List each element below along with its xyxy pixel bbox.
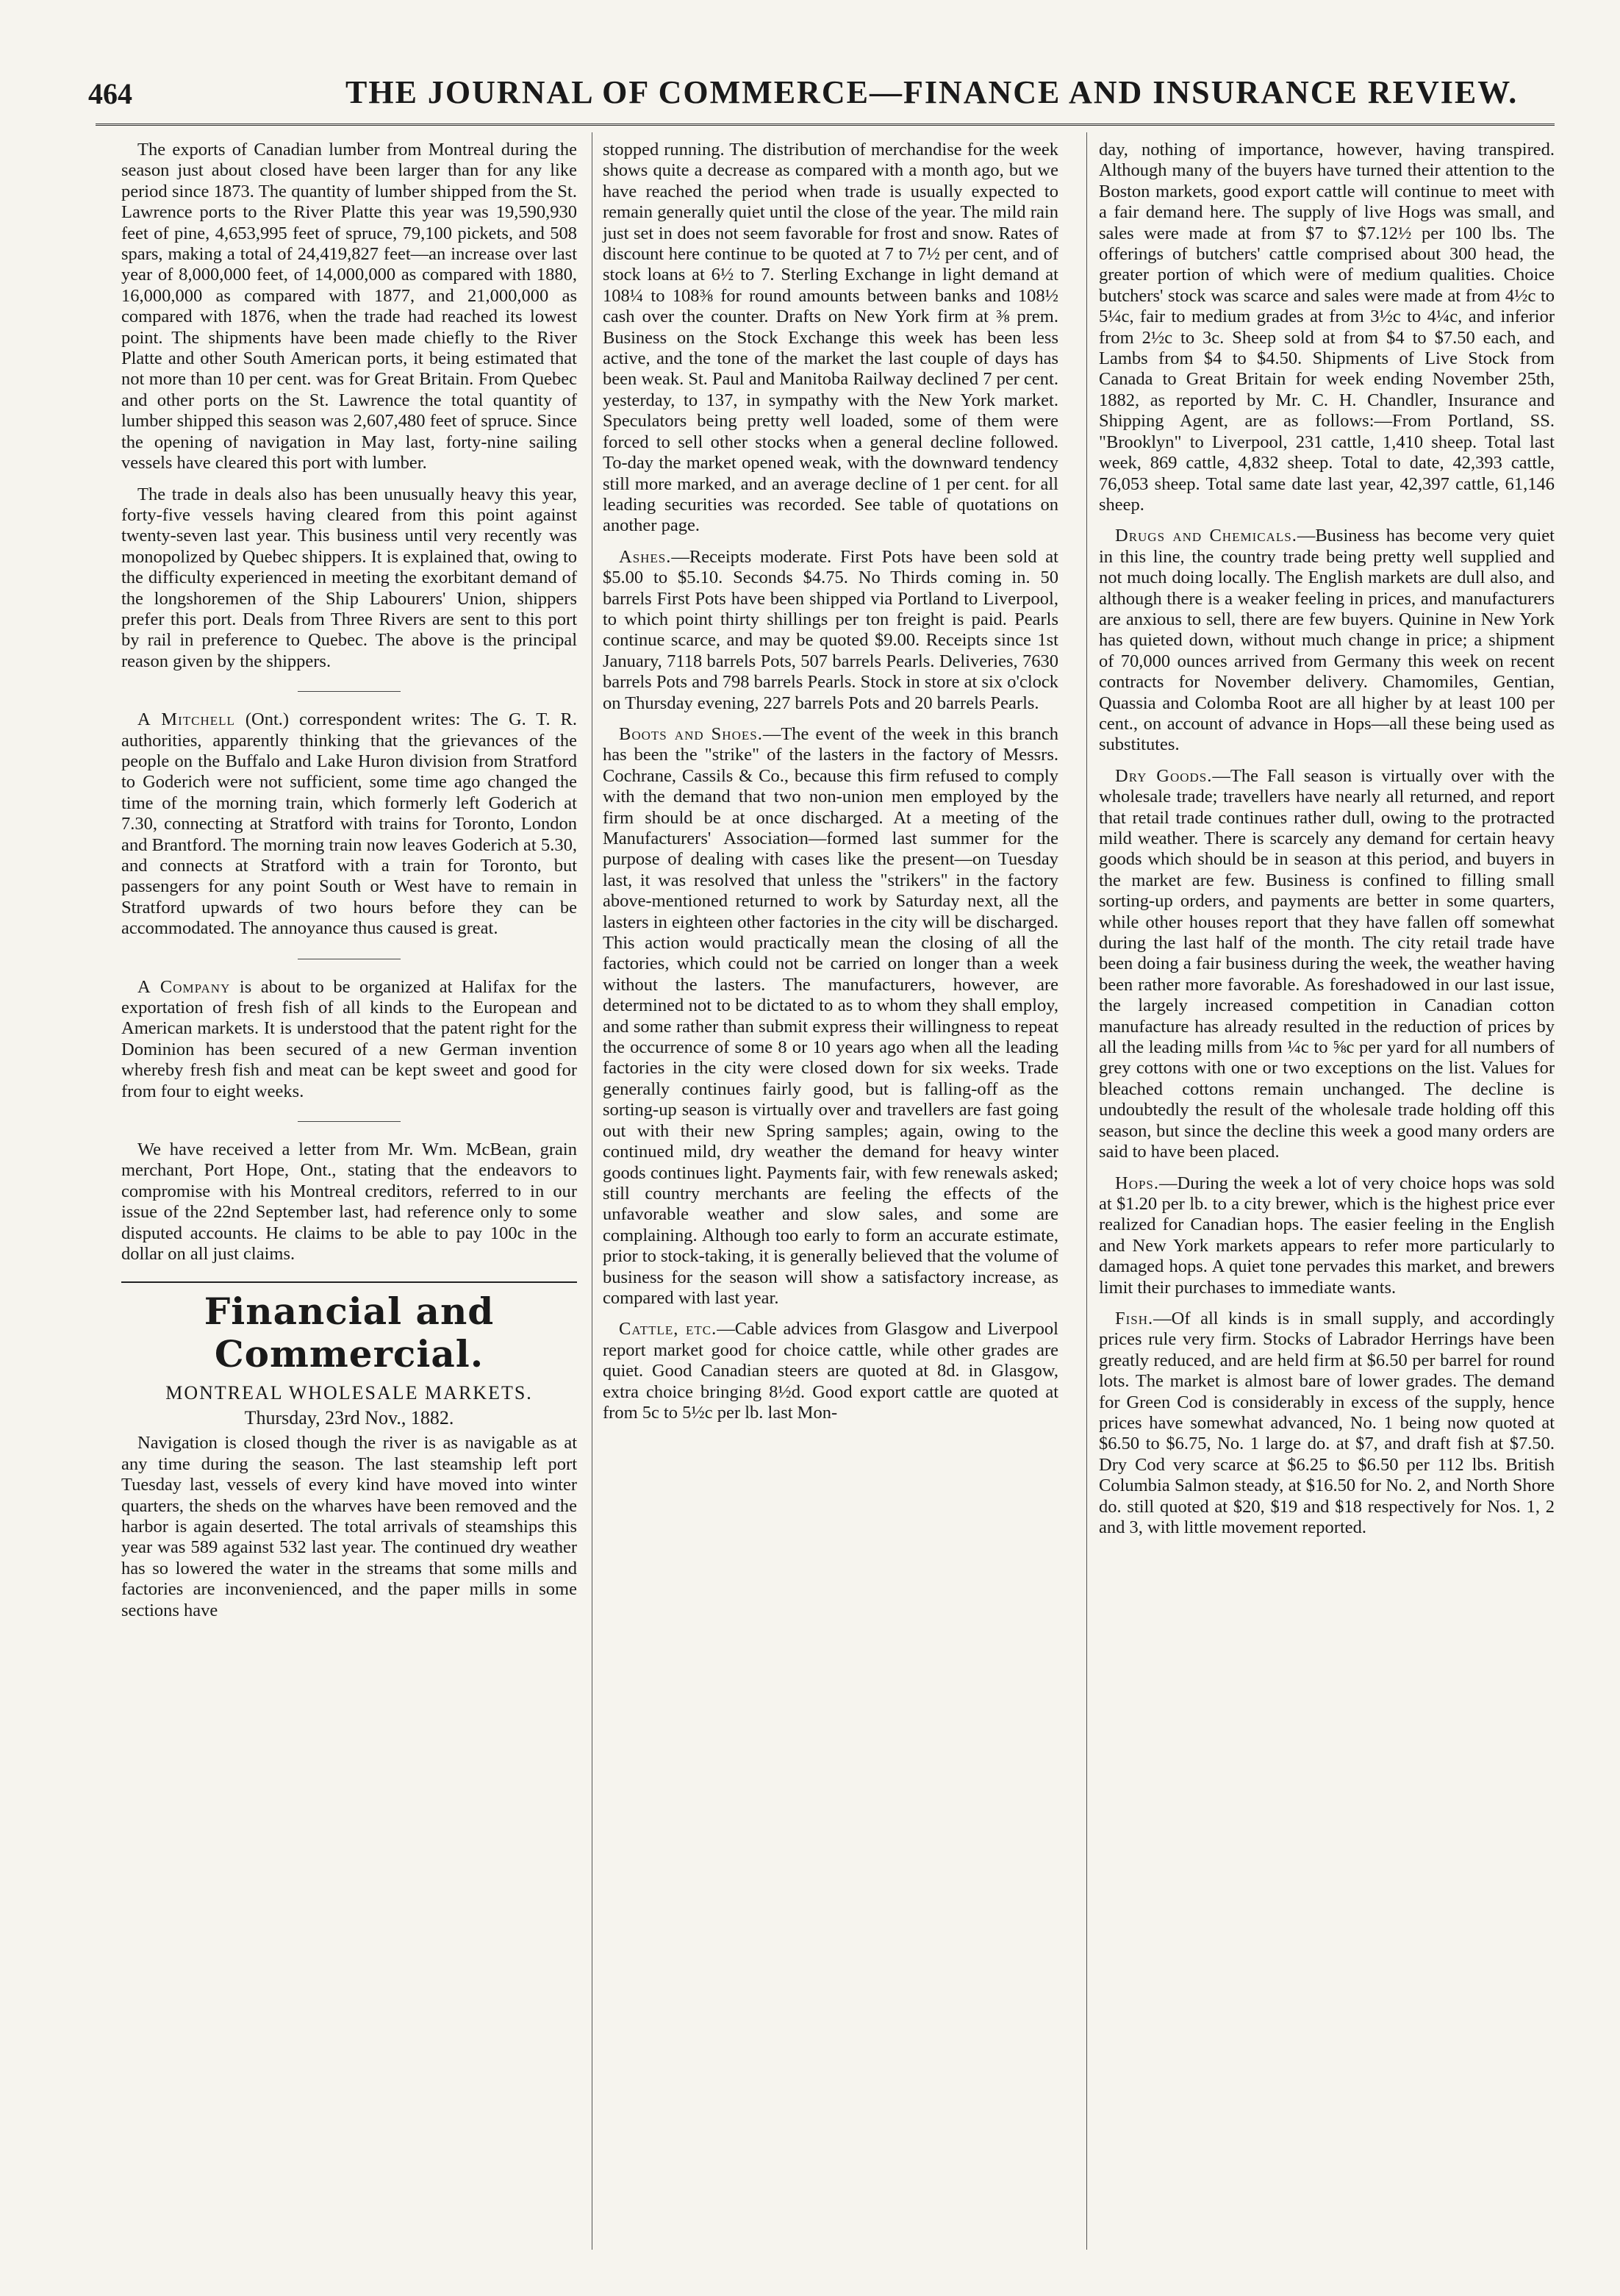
cattle-text: —Cable advices from Glasgow and Liverpool report market good for choice cattle, while other grades are quiet. Good Canadian steers are quoted at 8d. in Glasgow, extra choice bringing 8½d. Good export cattle are quoted at from 5c to 5½c per lb. last Mon- (603, 1319, 1058, 1423)
hops-lead: Hops. (1115, 1173, 1160, 1193)
drugs-lead: Drugs and Chemicals. (1115, 526, 1297, 546)
mcbean-letter-paragraph: We have received a letter from Mr. Wm. McBean, grain merchant, Port Hope, Ont., stating that the endeavors to compromise with his Montreal creditors, referred to in our issue of the 22nd September last, had reference only to some disputed accounts. He claims to be able to pay 100c in the dollar on all just claims. (121, 1140, 577, 1265)
cattle-continued-paragraph: day, nothing of importance, however, having transpired. Although many of the buyers have turned their attention to the Boston markets, good export cattle will continue to meet with a fair demand here. The supply of live Hogs was small, and sales were made at from $7 to $7.12½ per 100 lbs. The offerings of butchers' cattle comprised about 300 head, the greater portion of which were of medium qualities. Choice butchers' stock was scarce and sales were made at from 4½c to 5¼c, fair to medium grades at from 3½c to 4¼c, and inferior from 2½c to 3c. Sheep sold at from $4 to $7.50 each, and Lambs from $4 to $4.50. Shipments of Live Stock from Canada to Great Britain for week ending November 25th, 1882, as reported by Mr. C. H. Chandler, Insurance and Shipping Agent, are as follows:—From Portland, SS. "Brooklyn" to Liverpool, 231 cattle, 1,410 sheep. Total last week, 869 cattle, 4,832 sheep. Total to date, 42,393 cattle, 76,053 sheep. Total same date last year, 42,397 cattle, 61,146 sheep. (1099, 140, 1555, 515)
mitchell-paragraph (121, 709, 577, 939)
deals-trade-paragraph: The trade in deals also has been unusually heavy this year, forty-five vessels having cleared from this point against twenty-seven last year. This business until very recently was monopolized by Quebec shippers. It is explained that, owing to the difficulty experienced in meeting the exorbitant demand of the longshoremen of the Ship Labourers' Union, shippers prefer this port. Deals from Three Rivers are sent to this port by rail in preference to Quebec. The above is the principal reason given by the shippers. (121, 484, 577, 671)
cattle-paragraph (603, 1319, 1058, 1423)
section-title: Financial and Commercial. (204, 1289, 495, 1376)
mitchell-lead: A Mitchell (137, 709, 235, 730)
drugs-text: —Business has become very quiet in this line, the country trade being pretty well supplied and not much doing locally. The English markets are dull also, and although there is a weaker feeling in prices, and manufacturers are anxious to sell, there are few buyers. Quinine in New York has quieted down, without much change in price; a shipment of 70,000 ounces arrived from Germany this week on recent contracts for November delivery. Chamomiles, Gentian, Quassia and Colomba Root are all higher by at least 100 per cent., on account of advance in Hops—all these being used as substitutes. (1099, 526, 1555, 755)
dry-lead: Dry Goods. (1115, 765, 1213, 786)
boots-shoes-paragraph (603, 724, 1058, 1309)
trade-continued-paragraph: stopped running. The distribution of merchandise for the week shows quite a decrease as compared with a month ago, but we have reached the period when trade is usually expected to remain generally quiet until the close of the year. The mild rain just set in does not seem favorable for frost and snow. Rates of discount here continue to be quoted at 7 to 7½ per cent, and of stock loans at 6½ to 7. Sterling Exchange in light demand at 108¼ to 108⅜ for round amounts between banks and 108½ cash over the counter. Drafts on New York firm at ⅜ prem. Business on the Stock Exchange this week has been less active, and the tone of the market the last couple of days has been weak. St. Paul and Manitoba Railway declined 7 per cent. yesterday, to 137, in sympathy with the New York market. Speculators being pretty well loaded, some of them were forced to sell other stocks when a general decline followed. To-day the market opened weak, with the downward tendency still more marked, and an average decline of 1 per cent. for all leading securities was recorded. See table of quotations on another page. (603, 140, 1058, 536)
fish-text: —Of all kinds is in small supply, and accordingly prices rule very firm. Stocks of Labrador Herrings have been greatly reduced, and are held firm at $6.50 per barrel for round lots. The market is almost bare of lower grades. The demand for Green Cod is considerably in excess of the supply, hence prices have somewhat advanced, No. 1 being now quoted at $6.50 to $6.75, No. 1 large do. at $7, and draft fish at $7.50. Dry Cod very scarce at $6.25 to $6.50 per 112 lbs. British Columbia Salmon steady, at $16.50 for No. 2, and North Shore do. still quoted at $20, $19 and $18 respectively for Nos. 1, 2 and 3, with little movement reported. (1099, 1308, 1555, 1537)
dry-text: —The Fall season is virtually over with the wholesale trade; travellers have nearly all returned, and report that retail trade continues rather dull, owing to the protracted mild weather. There is scarcely any demand for certain heavy goods which should be in season at this period, and buyers in the market are few. Business is confined to filling small sorting-up orders, and payments are better in some quarters, while other houses report that they have fallen off somewhat during the last half of the month. The city retail trade have been doing a fair business during the week, the weather having been rather more favorable. As foreshadowed in our last issue, the largely increased competition in Canadian cotton manufacture has already resulted in the reduction of prices by all the leading mills from ¼c to ⅝c per yard for all numbers of grey cottons with one or two exceptions on the list. Values for bleached cottons remain unchanged. The decline is undoubtedly the result of the wholesale trade holding off this season, but since the decline this week a good many orders are said to have been placed. (1099, 765, 1555, 1162)
drugs-paragraph (1099, 526, 1555, 755)
column-rule-2 (1086, 132, 1087, 2250)
dateline: Thursday, 23rd Nov., 1882. (244, 1406, 454, 1428)
hops-paragraph (1099, 1173, 1555, 1298)
boots-text: —The event of the week in this branch has been the "strike" of the lasters in the factory of Messrs. Cochrane, Cassils & Co., because this firm refused to comply with the demand that two non-union men employed by the firm should be at once discharged. At a meeting of the Manufacturers' Association—formed last summer for the purpose of dealing with cases like the present—on Tuesday last, it was resolved that unless the "strikers" in the factory above-mentioned returned to work by Saturday next, all the lasters in eighteen other factories in the city will be discharged. This action would practically mean the closing of all the factories, which could not be carried on longer than a week without the lasters. The manufacturers, however, are determined not to be dictated to as to whom they shall employ, and some rather than submit express their willingness to repeat the occurrence of some 8 or 10 years ago when all the leading factories in the city were closed down for six weeks. Trade generally continues fairly good, but is falling-off as the sorting-up season is virtually over and travellers are fast going out with their new Spring samples; again, owing to the continued mild, dry weather the demand for heavy winter goods continues light. Payments fair, with few renewals asked; still country merchants are feeling the effects of the unfavorable weather and slow sales, and some are complaining. Although too early to form an accurate estimate, prior to stock-taking, it is generally believed that the volume of business for the season will show a satisfactory increase, as compared with last year. (603, 723, 1058, 1308)
mitchell-text: (Ont.) correspondent writes: The G. T. R. authorities, apparently thinking that the grievances of the people on the Buffalo and Lake Huron division from Stratford to Goderich were not sufficient, some time ago changed the time of the morning train, which formerly left Goderich at 7.30, connecting at Stratford with trains for Toronto, London and Brantford. The morning train now leaves Goderich at 5.30, and connects at Stratford with a train for Toronto, but passengers for any point South or West have to remain in Stratford upwards of two hours before they can be accommodated. The annoyance thus caused is great. (121, 709, 577, 939)
fish-lead: Fish. (1115, 1308, 1154, 1328)
markets-subhead: MONTREAL WHOLESALE MARKETS. (165, 1381, 533, 1403)
running-title: THE JOURNAL OF COMMERCE—FINANCE AND INSURANCE REVIEW. (345, 74, 1519, 110)
separator (298, 691, 401, 692)
separator (298, 1121, 401, 1122)
company-lead: A Company (137, 976, 231, 997)
boots-lead: Boots and Shoes. (619, 723, 763, 744)
header-rule (96, 124, 1555, 126)
dry-goods-paragraph (1099, 766, 1555, 1163)
page-number: 464 (88, 77, 132, 110)
section-rule (121, 1281, 577, 1283)
page-header (88, 74, 1551, 125)
column-2 (603, 140, 1058, 1434)
company-text: is about to be organized at Halifax for the exportation of fresh fish of all kinds to the European and American markets. It is understood that the patent right for the Dominion has been secured of a new German invention whereby fresh fish and meat can be kept sweet and good for from four to eight weeks. (121, 976, 577, 1101)
hops-text: —During the week a lot of very choice hops was sold at $1.20 per lb. to a city brewer, which is the highest price ever realized for Canadian hops. The easier feeling in the English and New York markets appears to refer more particularly to damaged hops. A quiet tone pervades this market, and brewers limit their purchases to immediate wants. (1099, 1173, 1555, 1298)
ashes-paragraph (603, 547, 1058, 714)
fish-paragraph (1099, 1309, 1555, 1538)
lumber-exports-paragraph: The exports of Canadian lumber from Montreal during the season just about closed have been larger than for any like period since 1873. The quantity of lumber shipped from the St. Lawrence ports to the River Platte this year was 19,590,930 feet of pine, 4,653,995 feet of spruce, 79,100 pickets, and 508 spars, making a total of 24,419,827 feet—an increase over last year of 8,000,000 feet, of 14,000,000 as compared with 1880, 16,000,000 as compared with 1877, and 21,000,000 as compared with 1876, when the trade had reached its lowest point. The shipments have been made chiefly to the River Platte and other South American ports, it being estimated that not more than 10 per cent. was for Great Britain. From Quebec and other ports on the St. Lawrence the total quantity of lumber shipped this season was 2,607,480 feet of spruce. Since the opening of navigation in May last, forty-nine sailing vessels have cleared this port with lumber. (121, 140, 577, 473)
ashes-lead: Ashes. (619, 546, 672, 567)
ashes-text: —Receipts moderate. First Pots have been sold at $5.00 to $5.10. Seconds $4.75. No Thirds coming in. 50 barrels First Pots have been shipped via Portland to Liverpool, to which point thirty shillings per ton freight is paid. Pearls continue scarce, and may be quoted $9.00. Receipts since 1st January, 7118 barrels Pots, 507 barrels Pearls. Deliveries, 7630 barrels Pots and 798 barrels Pearls. Stock in store at six o'clock on Thursday evening, 227 barrels Pots and 20 barrels Pearls. (603, 546, 1058, 713)
column-3 (1099, 140, 1555, 1548)
cattle-lead: Cattle, etc. (619, 1319, 717, 1340)
column-1 (121, 140, 577, 1631)
navigation-paragraph: Navigation is closed though the river is as navigable as at any time during the season. The last steamship left port Tuesday last, vessels of every kind have moved into winter quarters, the sheds on the wharves have been removed and the harbor is again deserted. The total arrivals of steamships this year was 589 against 532 last year. The continued dry weather has so lowered the water in the streams that some mills and factories are inconvenienced, and the paper mills in some sections have (121, 1433, 577, 1620)
fish-company-paragraph (121, 977, 577, 1102)
